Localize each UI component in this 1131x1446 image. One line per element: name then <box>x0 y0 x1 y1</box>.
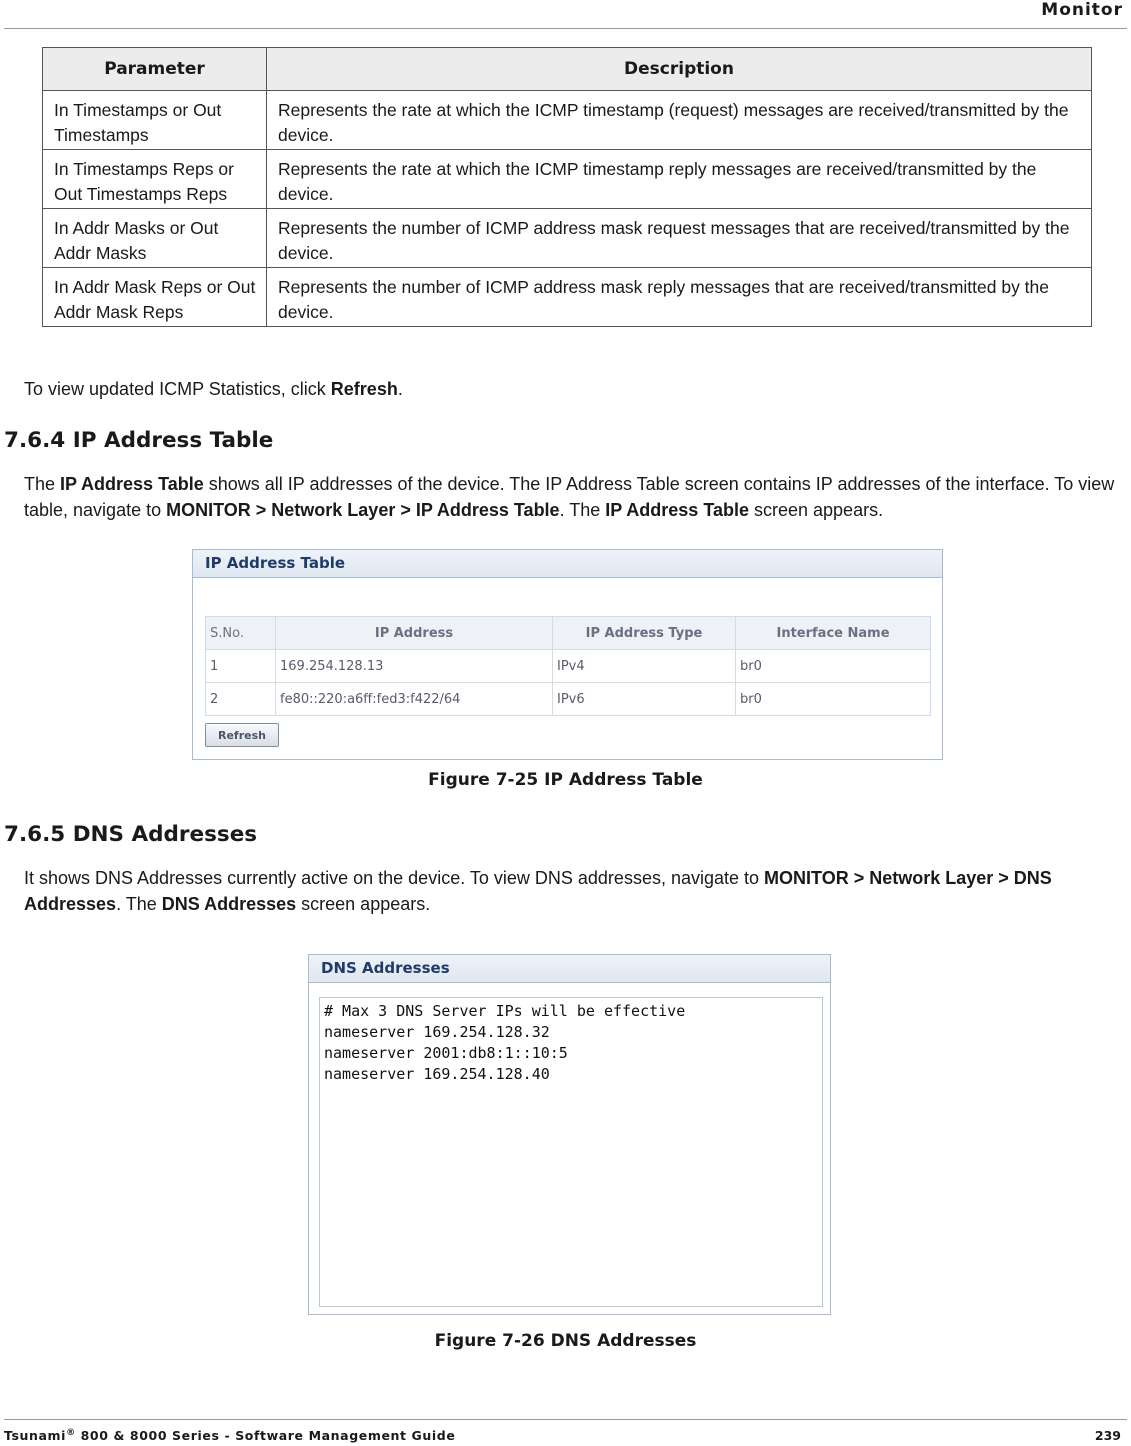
column-header-ip-address: IP Address <box>276 617 553 650</box>
parameter-cell: In Timestamps or Out Timestamps <box>43 91 267 150</box>
dns-addresses-description: It shows DNS Addresses currently active on the device. To view DNS addresses, navigate to MONITOR > Network Layer > DNS Addresses. The DNS Addresses screen appears. <box>24 868 1052 914</box>
table-row <box>43 91 1092 150</box>
sno-cell: 2 <box>206 683 276 716</box>
parameter-cell: In Addr Masks or Out Addr Masks <box>43 209 267 268</box>
page-header-title: Monitor <box>1041 0 1123 20</box>
table-row <box>206 683 931 716</box>
dns-config-textarea[interactable] <box>319 997 823 1307</box>
dns-line: nameserver 2001:db8:1::10:5 <box>324 1044 568 1062</box>
figure-caption-ip-address-table: Figure 7-25 IP Address Table <box>428 770 703 790</box>
refresh-button[interactable]: Refresh <box>205 723 279 747</box>
table-row <box>43 268 1092 327</box>
column-header-ip-address-type: IP Address Type <box>553 617 736 650</box>
parameter-cell: In Addr Mask Reps or Out Addr Mask Reps <box>43 268 267 327</box>
column-header-sno: S.No. <box>206 617 276 650</box>
ip-address-table-screenshot <box>192 549 943 760</box>
description-cell: Represents the number of ICMP address mask request messages that are received/transmitted by the device. <box>267 209 1092 268</box>
header-divider <box>4 28 1127 29</box>
table-row <box>43 209 1092 268</box>
footer-divider <box>4 1419 1127 1420</box>
dns-line: nameserver 169.254.128.32 <box>324 1023 550 1041</box>
parameter-cell: In Timestamps Reps or Out Timestamps Reps <box>43 150 267 209</box>
ip-address-cell: fe80::220:a6ff:fed3:f422/64 <box>276 683 553 716</box>
parameter-table <box>42 47 1092 327</box>
ip-type-cell: IPv6 <box>553 683 736 716</box>
table-row <box>206 650 931 683</box>
column-header-description: Description <box>267 48 1092 91</box>
dns-addresses-screenshot <box>308 954 831 1315</box>
description-cell: Represents the rate at which the ICMP timestamp reply messages are received/transmitted by the device. <box>267 150 1092 209</box>
panel-title: DNS Addresses <box>309 955 830 983</box>
ip-type-cell: IPv4 <box>553 650 736 683</box>
dns-line: # Max 3 DNS Server IPs will be effective <box>324 1002 686 1020</box>
dns-line: nameserver 169.254.128.40 <box>324 1065 550 1083</box>
section-heading-dns-addresses: 7.6.5 DNS Addresses <box>4 822 258 847</box>
panel-title: IP Address Table <box>193 550 942 578</box>
section-heading-ip-address-table: 7.6.4 IP Address Table <box>4 428 274 453</box>
table-row <box>43 150 1092 209</box>
column-header-interface-name: Interface Name <box>736 617 931 650</box>
interface-name-cell: br0 <box>736 650 931 683</box>
description-cell: Represents the number of ICMP address mask reply messages that are received/transmitted by the device. <box>267 268 1092 327</box>
description-cell: Represents the rate at which the ICMP timestamp (request) messages are received/transmitted by the device. <box>267 91 1092 150</box>
page-number: 239 <box>1094 1428 1121 1443</box>
interface-name-cell: br0 <box>736 683 931 716</box>
refresh-instruction: To view updated ICMP Statistics, click Refresh. <box>24 379 403 399</box>
footer-guide-title: Tsunami® 800 & 8000 Series - Software Management Guide <box>4 1428 456 1444</box>
ip-address-cell: 169.254.128.13 <box>276 650 553 683</box>
column-header-parameter: Parameter <box>43 48 267 91</box>
sno-cell: 1 <box>206 650 276 683</box>
ip-address-table-description: The IP Address Table shows all IP addresses of the device. The IP Address Table screen contains IP addresses of the interface. To view table, navigate to MONITOR > Network Layer > IP Address Table. The IP Address Table screen appears. <box>24 474 1115 520</box>
ip-address-table <box>205 616 931 716</box>
figure-caption-dns-addresses: Figure 7-26 DNS Addresses <box>434 1331 697 1351</box>
